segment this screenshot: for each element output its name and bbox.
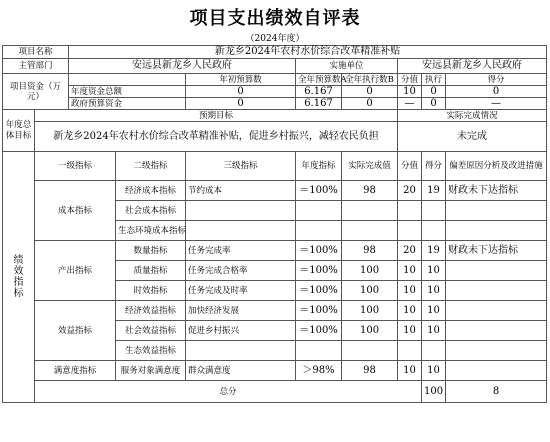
indicator-score	[398, 341, 422, 361]
indicator-reason	[446, 261, 547, 281]
indicator-score	[398, 221, 422, 241]
indicator-reason	[446, 201, 547, 221]
funds-blank	[69, 74, 186, 86]
funds-row-label: 政府预算资金	[69, 98, 186, 110]
funds-row-label: 年度资金总额	[69, 86, 186, 98]
indicator-target	[296, 341, 342, 361]
total-label: 总分	[35, 381, 422, 403]
indicator-target: ＞98%	[296, 361, 342, 381]
indicator-got: 10	[422, 321, 446, 341]
indicator-reason	[446, 221, 547, 241]
indicator-score: 20	[398, 241, 422, 261]
page-title: 项目支出绩效自评表	[189, 8, 361, 29]
indicator-header-row	[3, 152, 547, 181]
indicator-score: 10	[398, 261, 422, 281]
funds-header-row	[3, 74, 547, 86]
funds-value: 0	[422, 86, 446, 98]
goal-actual: 未完成	[398, 122, 547, 152]
indicator-row	[3, 301, 547, 321]
dept-label: 主管部门	[3, 59, 69, 74]
funds-header: 全年执行数B	[342, 74, 398, 86]
funds-value: 6.167	[296, 98, 342, 110]
indicator-actual	[342, 221, 398, 241]
indicators-section-text: 绩效指标	[13, 255, 24, 299]
indicator-l3: 节约成本	[186, 181, 296, 201]
goal-label: 年度总体目标	[3, 110, 35, 152]
indicator-row	[3, 241, 547, 261]
indicator-header: 分值	[398, 152, 422, 181]
year-label: （2024年度）	[245, 34, 305, 44]
funds-value: 0	[342, 86, 398, 98]
indicator-l1: 成本指标	[35, 181, 116, 241]
indicator-got	[422, 341, 446, 361]
indicator-l2: 经济效益指标	[116, 301, 186, 321]
indicator-reason	[446, 341, 547, 361]
indicator-got	[422, 221, 446, 241]
indicator-header: 二级指标	[116, 152, 186, 181]
indicator-target: ＝100%	[296, 181, 342, 201]
indicator-got: 10	[422, 281, 446, 301]
project-row	[3, 46, 547, 59]
indicator-l2: 社会成本指标	[116, 201, 186, 221]
indicator-l2: 经济成本指标	[116, 181, 186, 201]
goal-row	[3, 122, 547, 152]
indicator-actual: 98	[342, 181, 398, 201]
funds-header: 得分	[446, 74, 547, 86]
total-score: 100	[422, 381, 446, 403]
indicator-l2: 质量指标	[116, 261, 186, 281]
funds-value: 0	[422, 98, 446, 110]
indicator-score: 20	[398, 181, 422, 201]
funds-header: 执行	[422, 74, 446, 86]
indicator-target: ＝100%	[296, 321, 342, 341]
indicator-l3: 任务完成及时率	[186, 281, 296, 301]
indicator-l3: 群众满意度	[186, 361, 296, 381]
indicator-target	[296, 221, 342, 241]
indicator-actual: 100	[342, 261, 398, 281]
indicator-score: 10	[398, 361, 422, 381]
indicator-l3	[186, 201, 296, 221]
indicator-header: 得分	[422, 152, 446, 181]
indicator-l1: 效益指标	[35, 301, 116, 361]
indicator-got: 10	[422, 361, 446, 381]
indicator-score: 10	[398, 281, 422, 301]
indicator-reason	[446, 301, 547, 321]
indicator-score: 10	[398, 321, 422, 341]
funds-header: 年初预算数	[186, 74, 296, 86]
indicator-l1: 产出指标	[35, 241, 116, 301]
funds-row	[3, 86, 547, 98]
indicator-l2: 数量指标	[116, 241, 186, 261]
project-name: 新龙乡2024年农村水价综合改革精准补贴	[69, 46, 547, 59]
indicator-score: 10	[398, 301, 422, 321]
project-label: 项目名称	[3, 46, 69, 59]
indicator-l2: 生态效益指标	[116, 341, 186, 361]
funds-value: —	[398, 98, 422, 110]
evaluation-table	[2, 45, 547, 403]
indicator-l2: 生态环境成本指标	[116, 221, 186, 241]
indicator-l2: 时效指标	[116, 281, 186, 301]
indicator-header: 一级指标	[35, 152, 116, 181]
indicator-got: 10	[422, 261, 446, 281]
funds-value: 10	[398, 86, 422, 98]
total-row	[3, 381, 547, 403]
indicator-l3: 任务完成合格率	[186, 261, 296, 281]
indicator-target: ＝100%	[296, 261, 342, 281]
indicator-reason: 财政未下达指标	[446, 241, 547, 261]
indicator-l3: 任务完成率	[186, 241, 296, 261]
indicator-actual: 100	[342, 281, 398, 301]
indicator-actual	[342, 201, 398, 221]
indicator-reason	[446, 281, 547, 301]
impl-value: 安远县新龙乡人民政府	[398, 59, 547, 74]
indicator-l3: 加快经济发展	[186, 301, 296, 321]
funds-value: 0	[186, 86, 296, 98]
indicator-score	[398, 201, 422, 221]
indicator-l1: 满意度指标	[35, 361, 116, 381]
indicator-header: 三级指标	[186, 152, 296, 181]
indicators-section-label	[3, 152, 35, 403]
indicator-target: ＝100%	[296, 281, 342, 301]
indicator-actual: 100	[342, 321, 398, 341]
dept-value: 安远县新龙乡人民政府	[69, 59, 296, 74]
indicator-actual: 98	[342, 361, 398, 381]
indicator-header: 实际完成值	[342, 152, 398, 181]
goal-actual-label: 实际完成情况	[398, 110, 547, 122]
dept-row	[3, 59, 547, 74]
indicator-l3	[186, 341, 296, 361]
goal-expected: 新龙乡2024年农村水价综合改革精准补贴，促进乡村振兴，减轻农民负担	[35, 122, 398, 152]
funds-value: —	[446, 98, 547, 110]
goal-expected-label: 预期目标	[35, 110, 398, 122]
indicator-reason	[446, 321, 547, 341]
total-got: 8	[446, 381, 547, 403]
funds-value: 0	[342, 98, 398, 110]
impl-label: 实施单位	[296, 59, 398, 74]
funds-value: 6.167	[296, 86, 342, 98]
funds-label: 项目资金（万元）	[3, 74, 69, 110]
indicator-row	[3, 181, 547, 201]
indicator-header: 年度指标	[296, 152, 342, 181]
funds-value: 0	[446, 86, 547, 98]
funds-header: 分值	[398, 74, 422, 86]
indicator-l3	[186, 221, 296, 241]
indicator-reason: 财政未下达指标	[446, 181, 547, 201]
indicator-got: 19	[422, 181, 446, 201]
indicator-actual: 100	[342, 301, 398, 321]
goal-header-row	[3, 110, 547, 122]
funds-row	[3, 98, 547, 110]
indicator-row	[3, 361, 547, 381]
indicator-header: 偏差原因分析及改进措施	[446, 152, 547, 181]
indicator-got: 19	[422, 241, 446, 261]
indicator-target: ＝100%	[296, 241, 342, 261]
indicator-l2: 服务对象满意度	[116, 361, 186, 381]
funds-value: 0	[186, 98, 296, 110]
indicator-l3: 促进乡村振兴	[186, 321, 296, 341]
indicator-target	[296, 201, 342, 221]
indicator-got	[422, 201, 446, 221]
indicator-actual	[342, 341, 398, 361]
indicator-got: 10	[422, 301, 446, 321]
indicator-l2: 社会效益指标	[116, 321, 186, 341]
indicator-target: ＝100%	[296, 301, 342, 321]
funds-header: 全年预算数A	[296, 74, 342, 86]
indicator-actual: 98	[342, 241, 398, 261]
indicator-reason	[446, 361, 547, 381]
